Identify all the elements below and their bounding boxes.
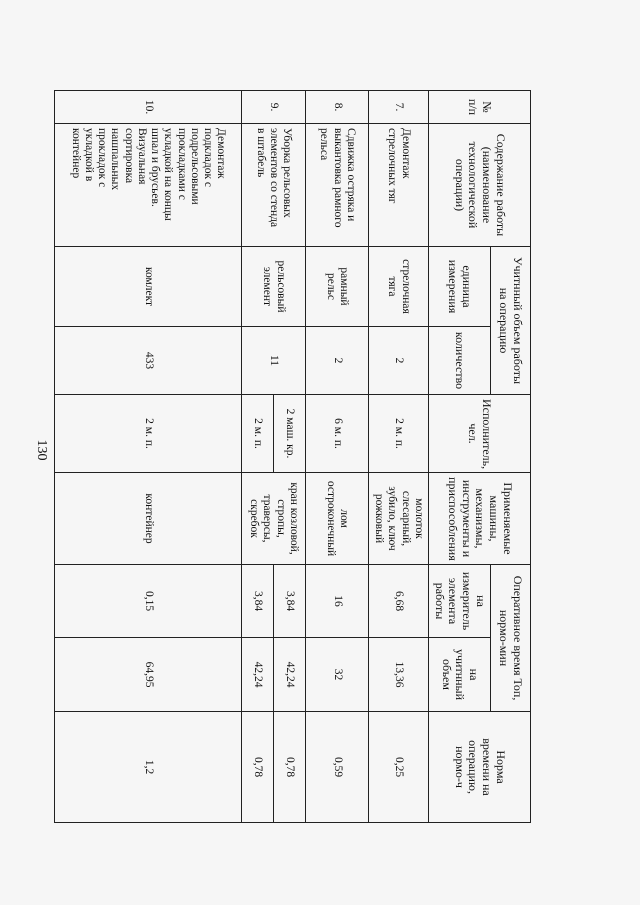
row-performer: 2 маш. кр. bbox=[273, 395, 305, 473]
row-quantity: 11 bbox=[241, 327, 305, 395]
row-performer: 2 м. п. bbox=[368, 395, 428, 473]
row-norm: 1,2 bbox=[54, 712, 241, 823]
header-per-volume: на учитнный объем bbox=[428, 638, 490, 712]
table-row bbox=[305, 91, 368, 823]
row-norm: 0,78 bbox=[273, 712, 305, 823]
row-quantity: 2 bbox=[305, 327, 368, 395]
header-performer: Исполнитель, чел. bbox=[428, 395, 530, 473]
row-per-unit: 16 bbox=[305, 565, 368, 638]
rotated-page bbox=[69, 90, 531, 822]
row-per-unit: 3,84 bbox=[273, 565, 305, 638]
row-num: 8. bbox=[305, 91, 368, 124]
row-performer: 2 м. п. bbox=[54, 395, 241, 473]
row-unit: рамный рельс bbox=[305, 247, 368, 327]
header-volume-group: Учитнный объем работы на операцию bbox=[491, 247, 531, 395]
header-unit: единица измерения bbox=[428, 247, 490, 327]
header-machines: Применяемые машины, механизмы, инструменты и приспособления bbox=[428, 473, 530, 565]
row-per-unit: 6,68 bbox=[368, 565, 428, 638]
header-per-unit: на измеритель элемента работы bbox=[428, 565, 490, 638]
row-per-volume: 42,24 bbox=[241, 638, 273, 712]
row-per-volume: 42,24 bbox=[273, 638, 305, 712]
header-content: Содержание работы (наименование технологической операции) bbox=[428, 124, 530, 247]
row-unit: комлект bbox=[54, 247, 241, 327]
row-quantity: 433 bbox=[54, 327, 241, 395]
header-norm: Норма времени на операцию, нормо-ч bbox=[428, 712, 530, 823]
table-row bbox=[368, 91, 428, 823]
row-per-unit: 3,84 bbox=[241, 565, 273, 638]
row-content: Уборка рельсовых элементов со стенда в штабель bbox=[241, 124, 305, 247]
row-quantity: 2 bbox=[368, 327, 428, 395]
row-machines: кран козловой, стропы, траверсы, скребок bbox=[241, 473, 305, 565]
header-num: № п/п bbox=[428, 91, 530, 124]
operations-table bbox=[54, 90, 531, 823]
row-per-volume: 13,36 bbox=[368, 638, 428, 712]
row-content: Сдвижка остряка и выкантовка рамного рельса bbox=[305, 124, 368, 247]
row-per-unit: 0,15 bbox=[54, 565, 241, 638]
row-norm: 0,59 bbox=[305, 712, 368, 823]
row-norm: 0,78 bbox=[241, 712, 273, 823]
row-num: 9. bbox=[241, 91, 305, 124]
row-unit: стрелочная тяга bbox=[368, 247, 428, 327]
row-norm: 0,25 bbox=[368, 712, 428, 823]
row-unit: рельсовый элемент bbox=[241, 247, 305, 327]
table-row bbox=[273, 91, 305, 823]
row-performer: 6 м. п. bbox=[305, 395, 368, 473]
row-num: 7. bbox=[368, 91, 428, 124]
table-row bbox=[54, 91, 241, 823]
row-machines: контейнер bbox=[54, 473, 241, 565]
row-performer: 2 м. п. bbox=[241, 395, 273, 473]
row-per-volume: 32 bbox=[305, 638, 368, 712]
row-machines: молоток слесарный, зубило, ключ рожковый bbox=[368, 473, 428, 565]
row-content: Демонтаж стрелочных тяг bbox=[368, 124, 428, 247]
row-num: 10. bbox=[54, 91, 241, 124]
header-quantity: количество bbox=[428, 327, 490, 395]
row-per-volume: 64,95 bbox=[54, 638, 241, 712]
page-number: 130 bbox=[34, 439, 49, 461]
row-content: Демонтаж подкладок с подрельсовыми прокладками с укладкой на концы шпал и брусьев. Визуальная сортировка нашпальных прокладок с укладкой в контейнер bbox=[54, 124, 241, 247]
header-row bbox=[491, 91, 531, 823]
header-time-group: Оперативное время Топ, нормо-мин bbox=[491, 565, 531, 712]
row-machines: лом остроконечный bbox=[305, 473, 368, 565]
table-rotation bbox=[69, 90, 531, 822]
